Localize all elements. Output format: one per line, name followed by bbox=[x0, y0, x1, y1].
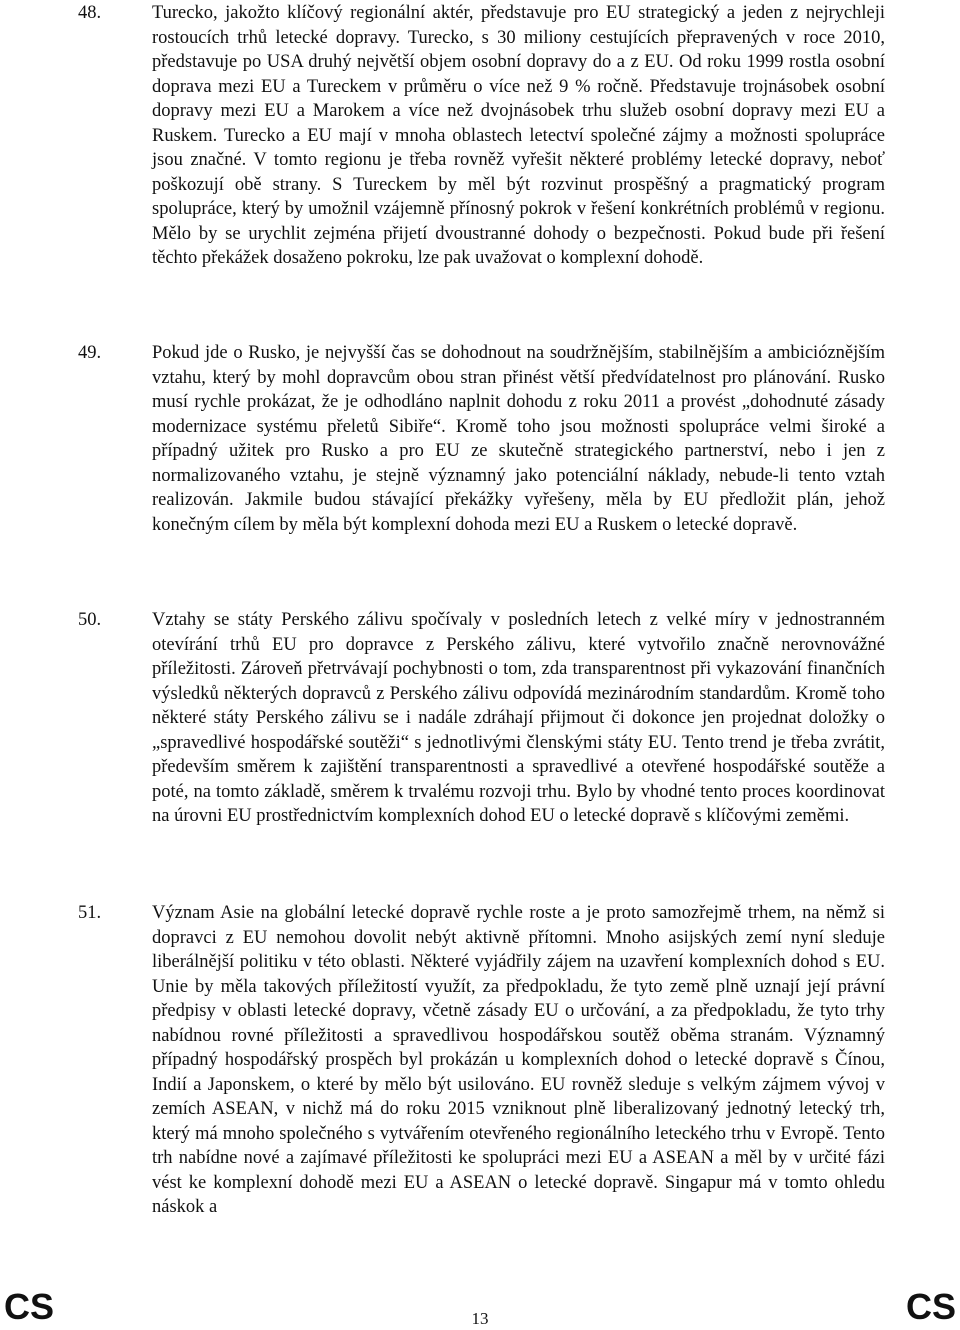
page-number: 13 bbox=[471, 1309, 489, 1328]
paragraph-text: Význam Asie na globální letecké dopravě rychle roste a je proto samozřejmě trhem, na němž si dopravci z EU nemohou dovolit nebýt aktivně přítomni. Mnoho asijských zemí nyní sleduje liberálnější politiku v této oblasti. Některé vyjádřily zájem na uzavření komplexních dohod s EU. Unie by měla takových příležitostí využít, za předpokladu, že tyto země plně uznají její právní předpisy v oblasti letecké dopravy, včetně zásady EU o určování, a za předpokladu, že tyto trhy nabídnou rovné příležitosti a spravedlivou hospodářskou soutěž oběma stranám. Významný případný hospodářský prospěch byl prokázán u komplexních dohod o letecké dopravě s Čínou, Indií a Japonskem, o které by mělo být usilováno. EU rovněž sleduje s velkým zájmem vývoj v zemích ASEAN, v nichž má do roku 2015 vzniknout plně liberalizovaný jednotný letecký trh, který má mnoho společného s vytvářením otevřeného regionálního leteckého trhu v Evropě. Tento trh nabídne nové a zajímavé příležitosti ke spolupráci mezi EU a ASEAN a měl by v určité fázi vést ke komplexní dohodě mezi EU a ASEAN o letecké dopravě. Singapur má v tomto ohledu náskok a bbox=[152, 903, 885, 1217]
paragraph-text: Vztahy se státy Perského zálivu spočívaly v posledních letech z velké míry v jednostranném otevírání trhů EU pro dopravce z Perského zálivu, které vytvořilo značně nerovnovážné příležitosti. Zároveň přetrvávají pochybnosti o tom, zda transparentnost při vykazování finančních výsledků některých dopravců z Perského zálivu odpovídá mezinárodním standardům. Kromě toho některé státy Perského zálivu se i nadále zdráhají přijmout či dokonce jen projednat doložky o „spravedlivé hospodářské soutěži“ s jednotlivými členskými státy EU. Tento trend je třeba zvrátit, především směrem k zajištění transparentnosti a spravedlivé a otevřené hospodářské soutěže a poté, na tomto základě, směrem k trvalému rozvoji trhu. Bylo by vhodné tento proces koordinovat na úrovni EU prostřednictvím komplexních dohod EU o letecké dopravě s klíčovými zeměmi. bbox=[152, 610, 885, 826]
paragraph-number: 49. bbox=[78, 343, 102, 363]
paragraph-text: Pokud jde o Rusko, je nejvyšší čas se dohodnout na soudržnějším, stabilnějším a ambicióznějším vztahu, který by mohl dopravcům obou stran přinést větší předvídatelnost pro plánování. Rusko musí rychle prokázat, že je odhodláno naplnit dohodu z roku 2011 a provést „dohodnuté zásady modernizace systému přeletů Sibiře“. Kromě toho jsou možnosti spolupráce velmi široké a případný užitek pro Rusko a pro EU ze skutečně strategického partnerství, nebo i jen z normalizovaného vztahu, je stejně významný jako potenciální náklady, nebude-li tento vztah realizován. Jakmile budou stávající překážky vyřešeny, měla by EU předložit plán, jehož konečným cílem by měla být komplexní dohoda mezi EU a Ruskem o letecké dopravě. bbox=[152, 343, 885, 535]
footer-language-code-left: CS bbox=[4, 1286, 55, 1327]
paragraph-number: 48. bbox=[78, 3, 102, 23]
paragraph-text: Turecko, jakožto klíčový regionální aktér, představuje pro EU strategický a jeden z nejrychleji rostoucích trhů letecké dopravy. Turecko, s 30 miliony cestujících přepravených v roce 2010, představuje po USA druhý největší objem osobní dopravy do a z EU. Od roku 1999 rostla osobní doprava mezi EU a Tureckem v průměru o více než 9 % ročně. Představuje trojnásobek osobní dopravy mezi EU a Marokem a více než dvojnásobek trhu služeb osobní dopravy mezi EU a Ruskem. Turecko a EU mají v mnoha oblastech letectví společné zájmy a možnosti spolupráce jsou značné. V tomto regionu je třeba rovněž vyřešit některé problémy letecké dopravy, neboť poškozují obě strany. S Tureckem by měl být rozvinut prospěšný a pragmatický program spolupráce, který by umožnil vzájemně přínosný pokrok v řešení konkrétních problémů v regionu. Mělo by se urychlit zejména přijetí dvoustranné dohody o bezpečnosti. Pokud bude při řešení těchto překážek dosaženo pokroku, lze pak uvažovat o komplexní dohodě. bbox=[152, 3, 885, 268]
paragraph-number: 50. bbox=[78, 610, 102, 630]
paragraph-number: 51. bbox=[78, 903, 102, 923]
footer-language-code-right: CS bbox=[905, 1286, 956, 1327]
